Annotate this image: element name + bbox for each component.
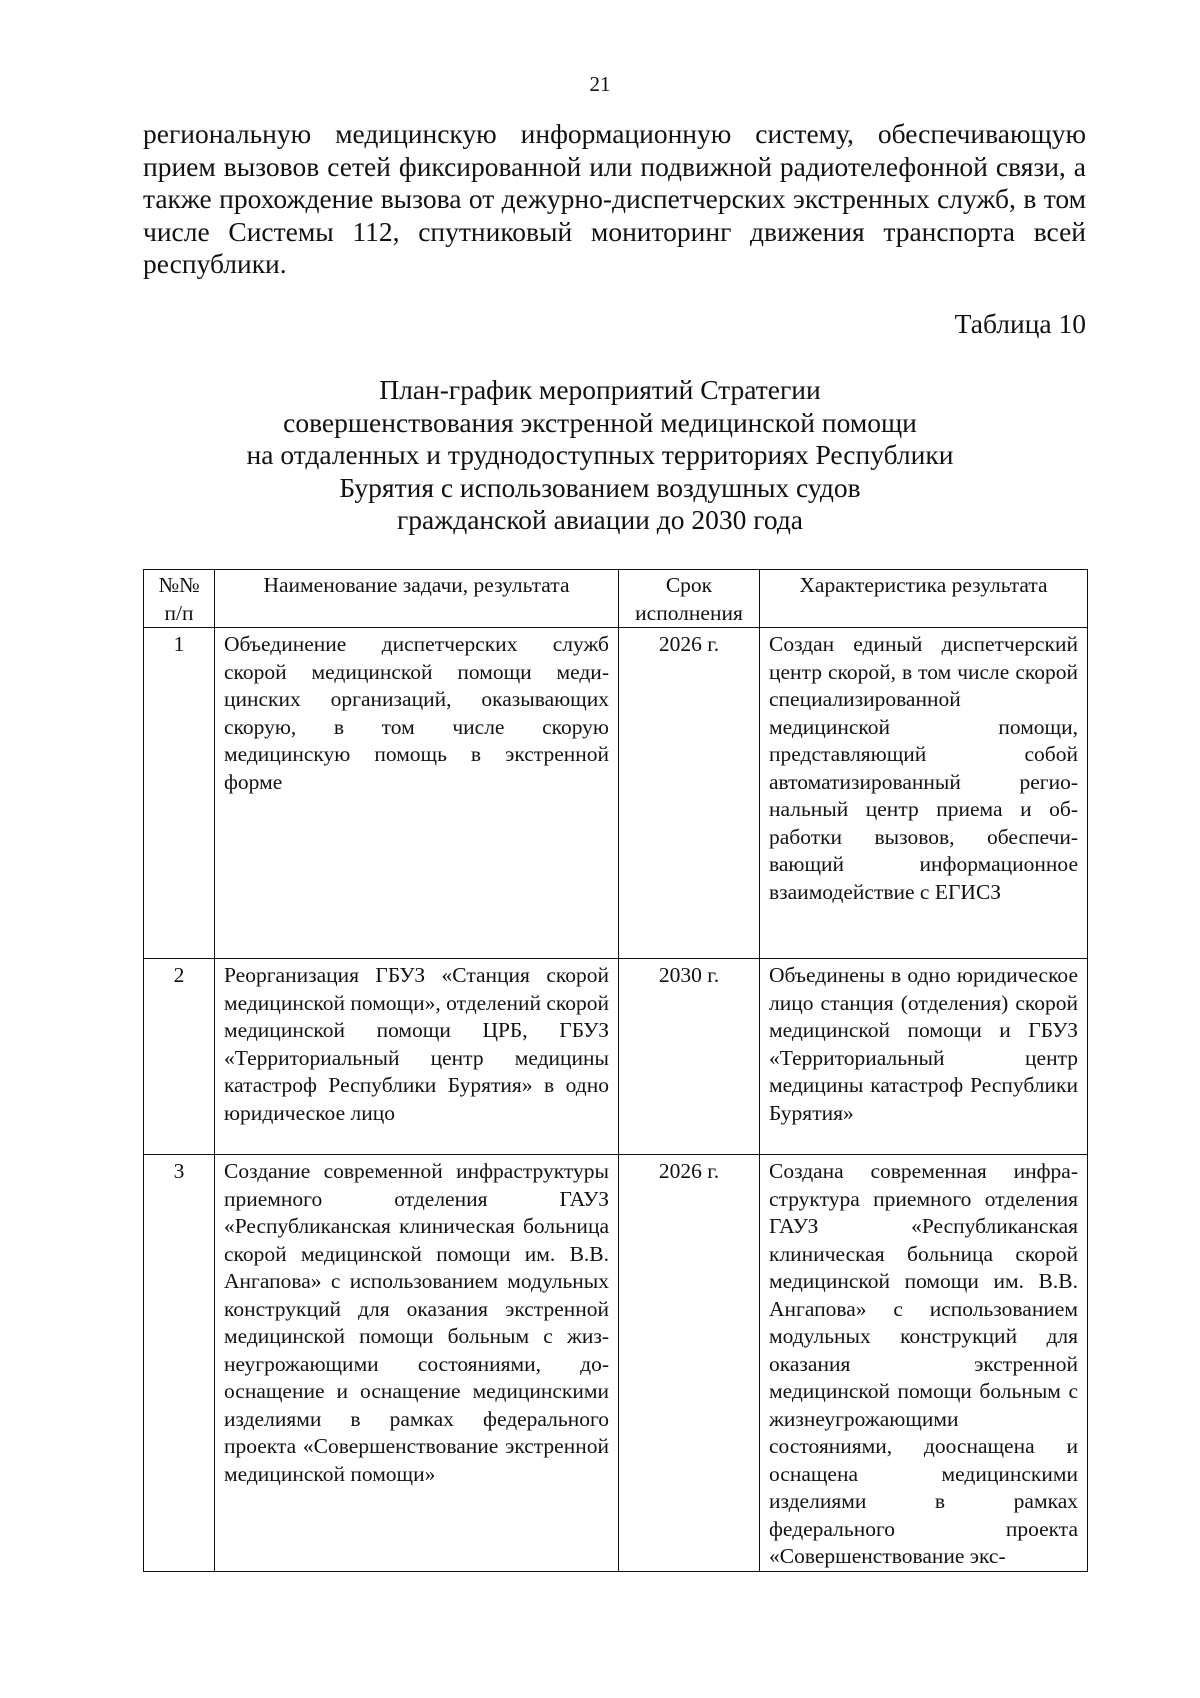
intro-text: региональную медицинскую информационную систему, обеспечивающую прием вызовов сетей фиксированной или подвижной радиотелефонной связи, а также прохождение вызова от дежурно-диспетчерских экстренных служб, в том числе Системы 112, спутниковый мониторинг движения транспорта всей республики.: [143, 118, 1086, 279]
table-title-line: Бурятия с использованием воздушных судов: [339, 471, 861, 503]
cell-num: 2: [144, 959, 215, 1155]
intro-paragraph: [143, 118, 1086, 281]
table-row: [144, 1155, 1088, 1572]
table-label: Таблица 10: [954, 308, 1086, 339]
cell-term: 2026 г.: [619, 1155, 760, 1572]
cell-term: 2026 г.: [619, 628, 760, 959]
header-task: Наименование задачи, результата: [215, 570, 619, 628]
cell-num: 3: [144, 1155, 215, 1572]
cell-result: Создан единый диспетчерский центр скорой, в том числе скорой специализированной медицинской помощи, представляющий собой автоматизированный региональный центр приема и обработки вызовов, обеспечивающий информационное взаимодействие с ЕГИСЗ: [760, 628, 1088, 959]
page-number: 21: [589, 72, 611, 96]
cell-result: Создана современная инфраструктура приемного отделения ГАУЗ «Республиканская клиническая больница скорой медицинской помощи им. В.В. Ангапова» с использованием модульных конструкций для оказания экстренной медицинской помощи больным с жизнеугрожающими состояниями, дооснащена и оснащена медицинскими изделиями в рамках федерального проекта «Совершенствование экс-: [760, 1155, 1088, 1572]
cell-task: Создание современной инфраструктуры приемного отделения ГАУЗ «Республиканская клиническая больница скорой медицинской помощи им. В.В. Ангапова» с использованием модульных конструкций для оказания экстренной медицинской помощи больным с жизнеугрожающими состояниями, дооснащение и оснащение медицинскими изделиями в рамках федерального проекта «Совершенствование экстренной медицинской помощи»: [215, 1155, 619, 1572]
cell-term: 2030 г.: [619, 959, 760, 1155]
plan-table: [143, 569, 1088, 1572]
table-title: [0, 374, 1200, 537]
header-num: №№ п/п: [144, 570, 215, 628]
header-result: Характеристика результата: [760, 570, 1088, 628]
table-title-line: на отдаленных и труднодоступных территориях Республики: [246, 439, 954, 470]
cell-task: Объединение диспетчерских служб скорой медицинской помощи медицинских организаций, оказывающих скорую, в том числе скорую медицинскую помощь в экстренной форме: [215, 628, 619, 959]
table-row: [144, 959, 1088, 1155]
table-title-line: совершенствования экстренной медицинской помощи: [283, 406, 917, 438]
cell-task: Реорганизация ГБУЗ «Станция скорой медицинской помощи», отделений скорой медицинской помощи ЦРБ, ГБУЗ «Территориальный центр медицины катастроф Республики Бурятия» в одно юридическое лицо: [215, 959, 619, 1155]
cell-num: 1: [144, 628, 215, 959]
table-title-line: План-график мероприятий Стратегии: [379, 374, 821, 405]
header-term: Срок исполнения: [619, 570, 760, 628]
cell-result: Объединены в одно юридическое лицо станция (отделения) скорой медицинской помощи и ГБУЗ «Территориальный центр медицины катастроф Республики Бурятия»: [760, 959, 1088, 1155]
table-row: [144, 628, 1088, 959]
table-title-line: гражданской авиации до 2030 года: [396, 504, 804, 535]
table-header-row: [144, 570, 1088, 628]
